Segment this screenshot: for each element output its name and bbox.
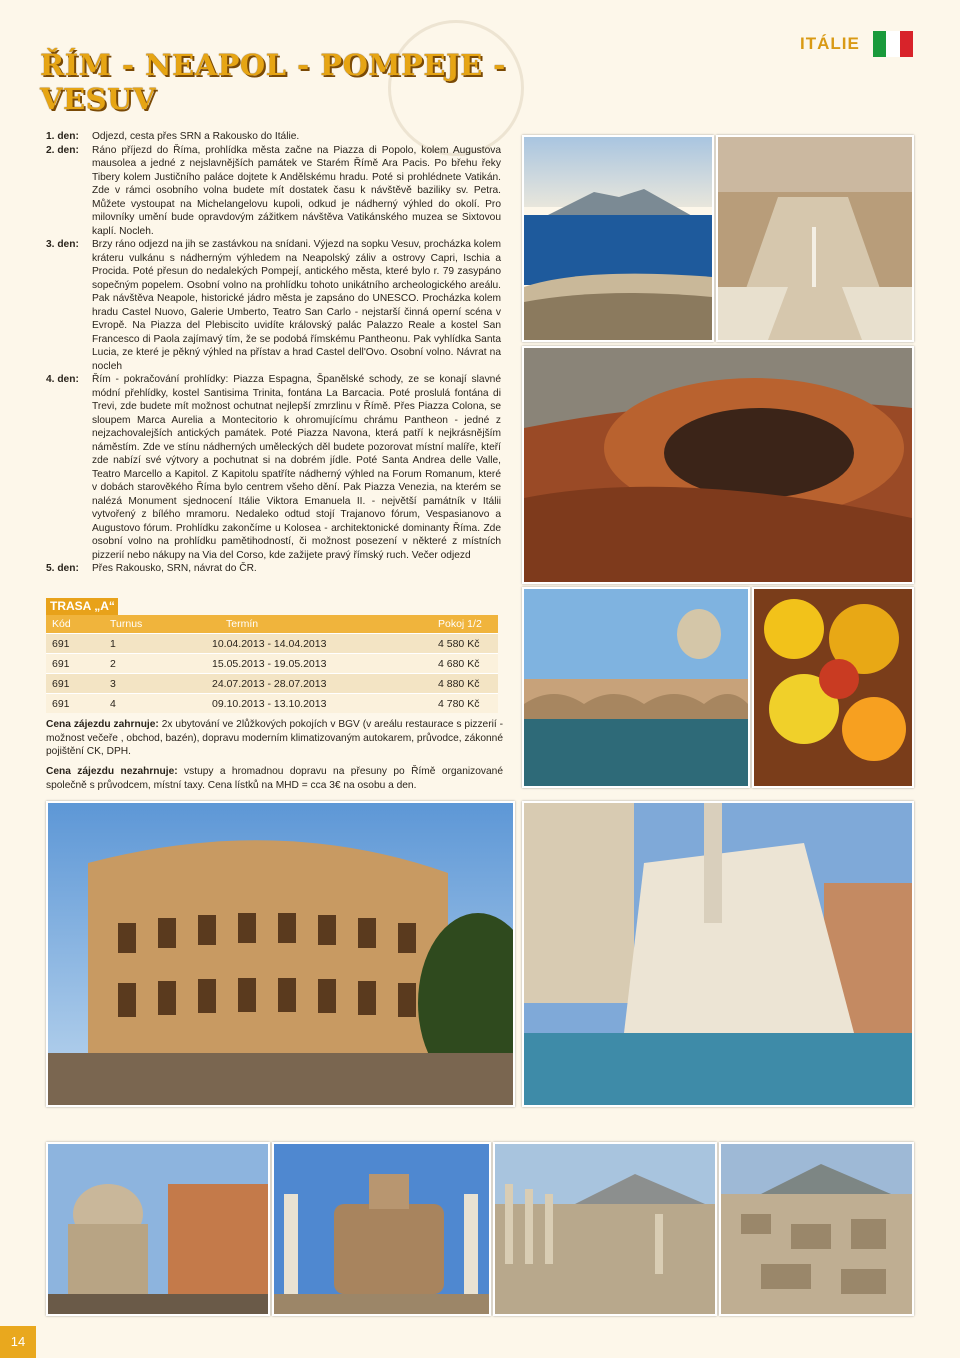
excludes-text: vstupy a hromadnou dopravu na přesuny po Římě organizované společně s průvodcem, místní taxy. Cena lístků na MHD = cca 3€ na osobu a den. bbox=[46, 766, 503, 791]
photo-vatican bbox=[716, 135, 914, 342]
header-term: Termín bbox=[206, 615, 402, 634]
day-text: Ráno příjezd do Říma, prohlídka města začne na Piazza di Popolo, kolem Augustova mausolea a jedné z nejslavnějších památek ve Starém Římě Ara Pacis. Po břehu řeky Tibery kolem Justičního paláce dojtete k Andělskému hradu. Poté si prohlédnete Vatikán. Zde v rámci osobního volna budete mít dostatek času k návštěvě baziliky sv. Petra. Můžete vystoupat na Michelangelovu kupoli, odkud je nádherný výhled do okolí. Pro milovníky umění bude opravdovým zážitkem návštěva Vatikánského muzea se Sixtovou kaplí. Nocleh. bbox=[92, 144, 501, 237]
cell-term: 24.07.2013 - 28.07.2013 bbox=[206, 674, 402, 694]
photo-vesuvius-crater bbox=[522, 346, 914, 584]
day-label: 3. den: bbox=[46, 239, 79, 250]
day-label: 2. den: bbox=[46, 144, 79, 156]
table-row bbox=[46, 634, 498, 654]
cell-price: 4 680 Kč bbox=[402, 654, 498, 674]
day-text: Řím - pokračování prohlídky: Piazza Espagna, Španělské schody, ze se konají slavné módní přehlídky, kostel Santisima Trinita, fontána La Barcacia. Poté proslulá fontána di Trevi, zde budete mít možnost ochutnat nejlepší zmrzlinu v Římě. Přes Piazza Colona, se sloupem Marca Aurelia a Montecitorio k ohromujícímu chrámu Pantheon - jedné z nejzachovalejších antických památek. Poté Piazza Navona, která patří k nejkrásnějším náměstím. Zde ve stínu nádherných uměleckých děl budete pozorovat místní malíře, kteří zde nabízí své výtvory a pochutnat si na dobrém jídle. Poté Santa Andrea delle Valle, Teatro Marcello a Kapitol. Z Kapitolu spatříte nádherný výhled na Forum Romanum, které v dobách starověkého Říma bylo centrem všeho dění. Pak Piazza Venezia, na kterém se nalézá Monument sjednocení Itálie Viktora Emanuela II. - největší památník v Itálii vytvořený z bílého mramoru. Nedaleko odtud stojí Trajanovo fórum, Vespasianovo a Augustovo fórum. Prohlídku zakončíme u Kolosea - architektonické dominanty Říma. Zde osobní volno na prohlídku pamětihodností, či možnost posezení v některé z místních pizzerií nebo nákupy na Via del Corso, kde zažijete pravý římský ruch. Večer odjezd bbox=[92, 374, 501, 561]
cell-turnus: 4 bbox=[104, 694, 206, 714]
header-turnus: Turnus bbox=[104, 615, 206, 634]
day-label: 5. den: bbox=[46, 563, 79, 574]
photo-pompeii-ruins bbox=[493, 1142, 717, 1316]
route-label: TRASA „A“ bbox=[46, 598, 118, 615]
photo-naples-bay bbox=[522, 135, 714, 342]
cell-code: 691 bbox=[46, 654, 104, 674]
cell-price: 4 880 Kč bbox=[402, 674, 498, 694]
photo-castel-sant-angelo-bridge bbox=[522, 587, 750, 788]
itinerary-day bbox=[46, 562, 501, 576]
cell-turnus: 1 bbox=[104, 634, 206, 654]
header-code: Kód bbox=[46, 615, 104, 634]
page-number: 14 bbox=[0, 1326, 36, 1358]
cell-code: 691 bbox=[46, 694, 104, 714]
cell-code: 691 bbox=[46, 634, 104, 654]
photo-colosseum bbox=[46, 801, 515, 1107]
cell-turnus: 3 bbox=[104, 674, 206, 694]
day-label: 4. den: bbox=[46, 374, 79, 385]
cell-price: 4 580 Kč bbox=[402, 634, 498, 654]
photo-fruit-market bbox=[752, 587, 914, 788]
day-text: Přes Rakousko, SRN, návrat do ČR. bbox=[92, 563, 257, 574]
price-excludes bbox=[46, 765, 503, 792]
cell-price: 4 780 Kč bbox=[402, 694, 498, 714]
itinerary bbox=[46, 130, 501, 576]
photo-pompeii-aerial bbox=[719, 1142, 914, 1316]
table-row bbox=[46, 674, 498, 694]
day-text: Brzy ráno odjezd na jih se zastávkou na snídani. Výjezd na sopku Vesuv, procházka kolem kráteru vulkánu s nádherným výhledem na Neapolský záliv a ostrovy Capri, Ischia a Procida. Poté přesun do nedalekých Pompejí, antického města, které bylo r. 79 zasypáno sopečným popelem. Osobní volno na prohlídku tohoto unikátního archeologického areálu. Pak návštěva Neapole, historické jádro města je zapsáno do UNESCO. Procházka kolem hradu Castel Nuovo, Galerie Umberto, Teatro San Carlo - nejstarší činná operní scéna v Evropě. Na Piazza del Plebiscito uvidíte královský palác Palazzo Reale a kostel San Francesco di Paola zajímavý tím, že se podobá římskému Pantheonu. Pak vyhlídka Santa Lucia, ze které je pěkný výhled na přístav a hrad Castel dell'Ovo. Osobní volno. Návrat na nocleh bbox=[92, 239, 501, 372]
page-title: ŘÍM - NEAPOL - POMPEJE - VESUV bbox=[40, 48, 506, 116]
country-label: ITÁLIE bbox=[800, 34, 860, 53]
excludes-label: Cena zájezdu nezahrnuje: bbox=[46, 766, 178, 777]
price-table bbox=[46, 615, 498, 713]
itinerary-day bbox=[46, 238, 501, 373]
table-header-row bbox=[46, 615, 498, 634]
cell-turnus: 2 bbox=[104, 654, 206, 674]
italy-flag-icon bbox=[873, 31, 913, 57]
photo-fountain-navona bbox=[522, 801, 914, 1107]
day-text: Odjezd, cesta přes SRN a Rakousko do Itálie. bbox=[92, 131, 300, 142]
itinerary-day bbox=[46, 130, 501, 144]
itinerary-day bbox=[46, 373, 501, 562]
cell-term: 09.10.2013 - 13.10.2013 bbox=[206, 694, 402, 714]
header-room: Pokoj 1/2 bbox=[402, 615, 498, 634]
cell-term: 10.04.2013 - 14.04.2013 bbox=[206, 634, 402, 654]
includes-text: 2x ubytování ve 2lůžkových pokojích v BGV (v areálu restaurace s pizzerií - možnost večeře , obchod, bazén), dopravu moderním klimatizovaným autokarem, průvodce, zákonné pojištění CK, DPH. bbox=[46, 719, 503, 757]
includes-label: Cena zájezdu zahrnuje: bbox=[46, 719, 159, 730]
cell-code: 691 bbox=[46, 674, 104, 694]
photo-castel-sant-angelo bbox=[272, 1142, 491, 1316]
cell-term: 15.05.2013 - 19.05.2013 bbox=[206, 654, 402, 674]
day-label: 1. den: bbox=[46, 131, 79, 142]
table-row bbox=[46, 654, 498, 674]
itinerary-day bbox=[46, 144, 501, 239]
table-row bbox=[46, 694, 498, 714]
photo-rome-street bbox=[46, 1142, 270, 1316]
price-includes bbox=[46, 718, 503, 759]
